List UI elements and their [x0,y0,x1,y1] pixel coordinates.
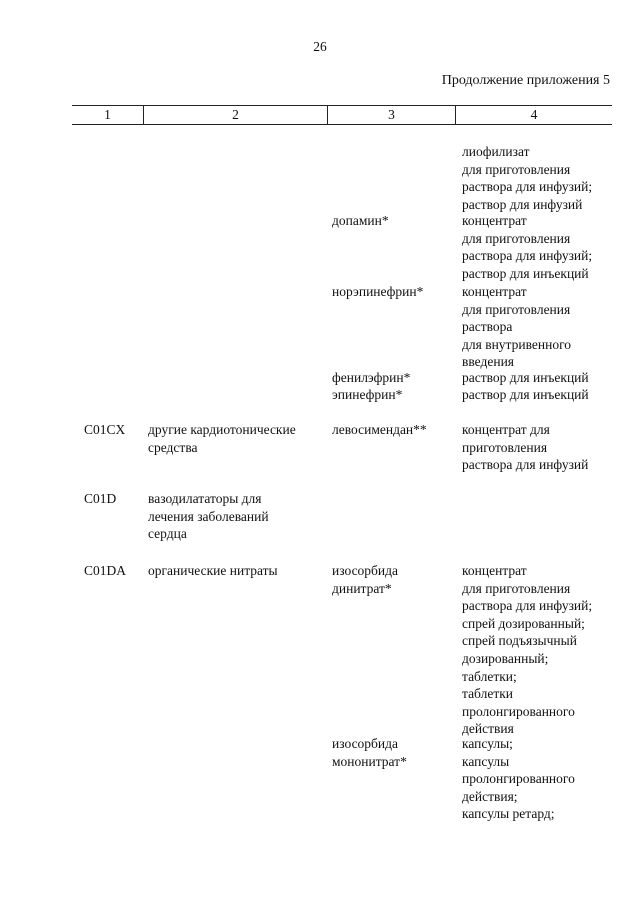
dosage-form-line: раствор для инъекций [462,387,589,402]
dosage-form-line: введения [462,354,515,370]
dosage-form-line: таблетки [462,686,514,702]
group-name-line: средства [148,439,198,455]
table-header [72,105,612,125]
appendix-continuation-title: Продолжение приложения 5 [441,73,610,88]
drug-name [332,283,423,301]
dosage-form-line: концентрат [462,563,527,578]
header-col-4: 4 [530,107,538,122]
dosage-form-line: спрей дозированный; [462,615,585,631]
drug-name-line: левосимендан** [332,422,427,437]
dosage-form-line: концентрат [462,284,527,299]
dosage-form-line: действия; [462,788,518,804]
atc-code [84,421,125,439]
dosage-form-line: раствора [462,319,513,335]
group-name-line: другие кардиотонические [148,422,296,437]
dosage-form [462,369,589,387]
dosage-form-line: для приготовления [462,161,571,177]
dosage-form-line: спрей подъязычный [462,633,577,649]
dosage-form-line: для приготовления [462,580,571,596]
group-name-line: вазодилататоры для [148,491,262,506]
drug-name-line: мононитрат* [332,753,407,769]
drug-name-line: изосорбида [332,736,399,751]
drug-name [332,421,427,439]
drug-name-line: эпинефрин* [332,387,403,402]
dosage-form [462,562,592,738]
dosage-form-line: капсулы; [462,736,513,751]
group-name [148,421,296,456]
dosage-form [462,143,592,213]
dosage-form-line: пролонгированного [462,771,575,787]
dosage-form-line: капсулы ретард; [462,806,555,822]
dosage-form-line: раствора для инфузий; [462,598,593,614]
dosage-form-line: концентрат для [462,422,550,437]
drug-name [332,386,402,404]
header-col-2: 2 [232,107,239,122]
atc-code-line: C01D [84,491,117,506]
header-col-1: 1 [104,107,111,122]
dosage-form-line: для приготовления [462,301,571,317]
dosage-form [462,386,589,404]
group-name [148,490,269,543]
atc-code-line: C01CX [84,422,126,437]
dosage-form-line: раствор для инфузий [462,196,583,212]
atc-code-line: C01DA [84,563,127,578]
dosage-form-line: капсулы [462,753,510,769]
group-name-line: органические нитраты [148,563,278,578]
dosage-form-line: дозированный; [462,650,549,666]
dosage-form-line: действия [462,721,514,737]
page-number: 26 [313,39,327,54]
dosage-form-line: раствор для инъекций [462,265,589,281]
dosage-form [462,212,592,282]
dosage-form-line: раствор для инъекций [462,370,589,385]
drug-name [332,369,410,387]
drug-name-line: изосорбида [332,563,399,578]
group-name-line: лечения заболеваний [148,508,269,524]
dosage-form-line: раствора для инфузий; [462,179,593,195]
dosage-form-line: пролонгированного [462,703,575,719]
dosage-form-line: концентрат [462,213,527,228]
dosage-form-line: приготовления [462,439,548,455]
dosage-form [462,283,571,371]
dosage-form-line: для внутривенного [462,336,572,352]
drug-name-line: фенилэфрин* [332,370,411,385]
drug-name [332,562,398,597]
atc-code [84,490,116,508]
header-col-3: 3 [388,107,395,122]
dosage-form [462,735,575,823]
drug-name [332,212,389,230]
drug-name-line: норэпинефрин* [332,284,424,299]
dosage-form-line: таблетки; [462,668,517,684]
dosage-form-line: лиофилизат [462,144,530,159]
dosage-form-line: раствора для инфузий [462,457,589,473]
group-name-line: сердца [148,526,187,542]
dosage-form-line: для приготовления [462,230,571,246]
atc-code [84,562,126,580]
drug-name [332,735,407,770]
dosage-form [462,421,588,474]
dosage-form-line: раствора для инфузий; [462,248,593,264]
drug-name-line: динитрат* [332,580,392,596]
group-name [148,562,278,580]
drug-name-line: допамин* [332,213,389,228]
